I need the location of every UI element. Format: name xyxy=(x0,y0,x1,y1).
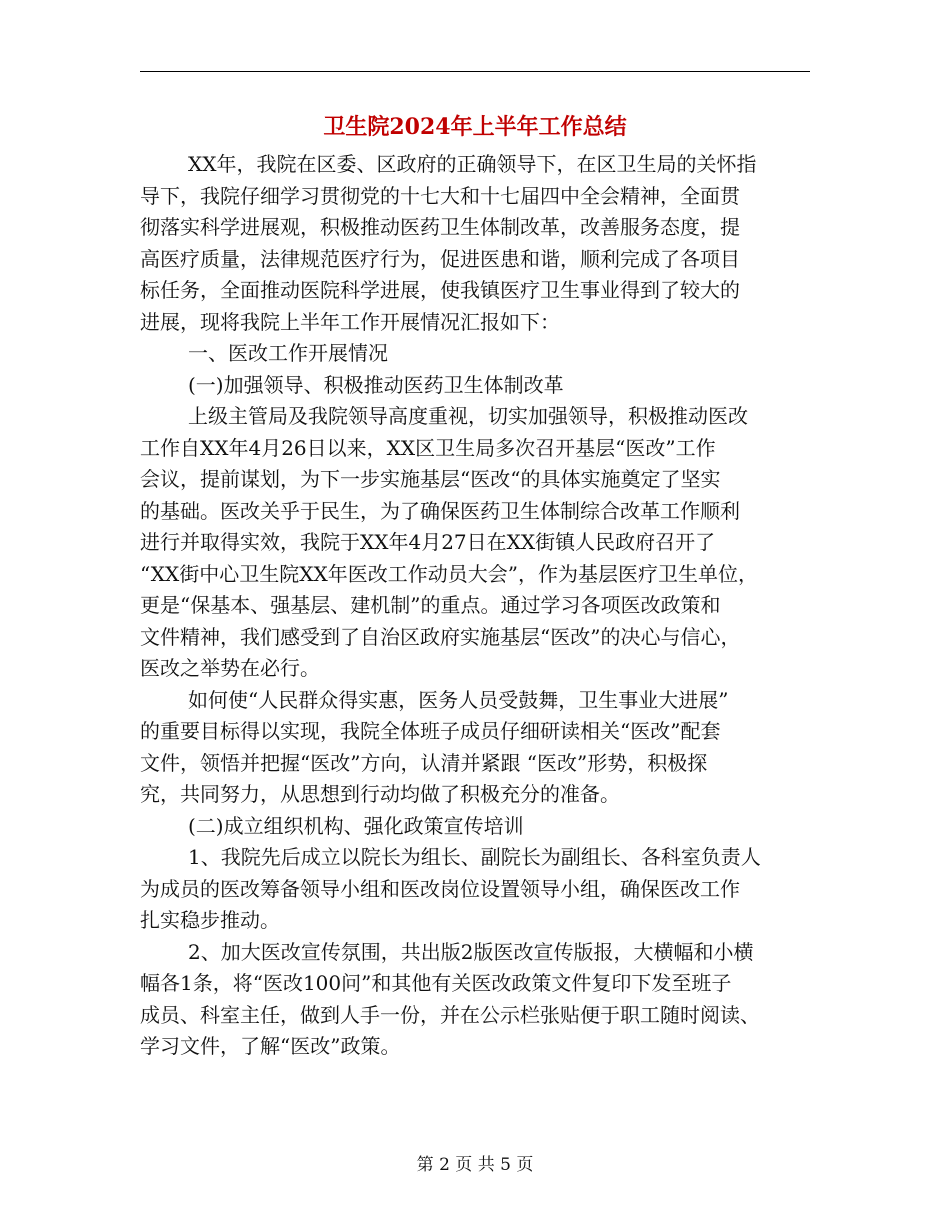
paragraph-line: 进展，现将我院上半年工作开展情况汇报如下： xyxy=(140,309,560,334)
paragraph-line: “XX街中心卫生院XX年医改工作动员大会”，作为基层医疗卫生单位， xyxy=(140,561,758,586)
paragraph-line: 工作自XX年4月26日以来，XX区卫生局多次召开基层“医改”工作 xyxy=(140,435,716,460)
paragraph-line: 2、加大医改宣传氛围，共出版2版医改宣传版报，大横幅和小横 xyxy=(188,939,754,964)
paragraph-line: 幅各1条，将“医改100问”和其他有关医改政策文件复印下发至班子 xyxy=(140,971,732,995)
document-body xyxy=(140,149,820,1063)
document-title: 卫生院2024年上半年工作总结 xyxy=(323,114,627,140)
paragraph-line: XX年，我院在区委、区政府的正确领导下，在区卫生局的关怀指 xyxy=(188,152,757,176)
paragraph-line: 上级主管局及我院领导高度重视，切实加强领导，积极推动医改 xyxy=(188,404,748,428)
paragraph-line: 为成员的医改筹备领导小组和医改岗位设置领导小组，确保医改工作 xyxy=(140,876,740,901)
paragraph-line: 究，共同努力，从思想到行动均做了积极充分的准备。 xyxy=(140,782,620,806)
paragraph-line: 标任务，全面推动医院科学进展，使我镇医疗卫生事业得到了较大的 xyxy=(140,278,740,302)
paragraph-line: 会议，提前谋划，为下一步实施基层“医改“的具体实施奠定了坚实 xyxy=(140,467,721,491)
header-rule xyxy=(140,71,810,72)
paragraph-line: 学习文件，了解“医改”政策。 xyxy=(140,1034,401,1058)
paragraph-line: 彻落实科学进展观，积极推动医药卫生体制改革，改善服务态度，提 xyxy=(140,215,740,239)
paragraph-line: 成员、科室主任，做到人手一份，并在公示栏张贴便于职工随时阅读、 xyxy=(140,1002,760,1027)
paragraph-line: 进行并取得实效，我院于XX年4月27日在XX街镇人民政府召开了 xyxy=(140,530,716,554)
paragraph-line: 高医疗质量，法律规范医疗行为，促进医患和谐，顺利完成了各项目 xyxy=(140,246,740,271)
paragraph-line: 扎实稳步推动。 xyxy=(140,908,280,932)
section-heading: 一、医改工作开展情况 xyxy=(188,341,388,365)
page-number: 第 2 页 共 5 页 xyxy=(416,1155,534,1175)
paragraph-line: 更是“保基本、强基层、建机制”的重点。通过学习各项医改政策和 xyxy=(140,593,721,617)
subsection-heading: (一)加强领导、积极推动医药卫生体制改革 xyxy=(188,372,564,397)
paragraph-line: 导下，我院仔细学习贯彻党的十七大和十七届四中全会精神，全面贯 xyxy=(140,183,740,208)
paragraph-line: 的重要目标得以实现，我院全体班子成员仔细研读相关“医改”配套 xyxy=(140,719,721,743)
paragraph-line: 文件精神，我们感受到了自治区政府实施基层“医改”的决心与信心， xyxy=(140,624,741,649)
paragraph-line: 的基础。医改关乎于民生，为了确保医药卫生体制综合改革工作顺利 xyxy=(140,498,740,523)
paragraph-line: 文件，领悟并把握“医改”方向，认清并紧跟 “医改”形势，积极探 xyxy=(140,750,708,775)
paragraph-line: 如何使“人民群众得实惠，医务人员受鼓舞，卫生事业大进展” xyxy=(188,687,729,712)
paragraph-line: 1、我院先后成立以院长为组长、副院长为副组长、各科室负责人 xyxy=(188,845,761,869)
subsection-heading: (二)成立组织机构、强化政策宣传培训 xyxy=(188,813,524,838)
paragraph-line: 医改之举势在必行。 xyxy=(140,656,320,680)
